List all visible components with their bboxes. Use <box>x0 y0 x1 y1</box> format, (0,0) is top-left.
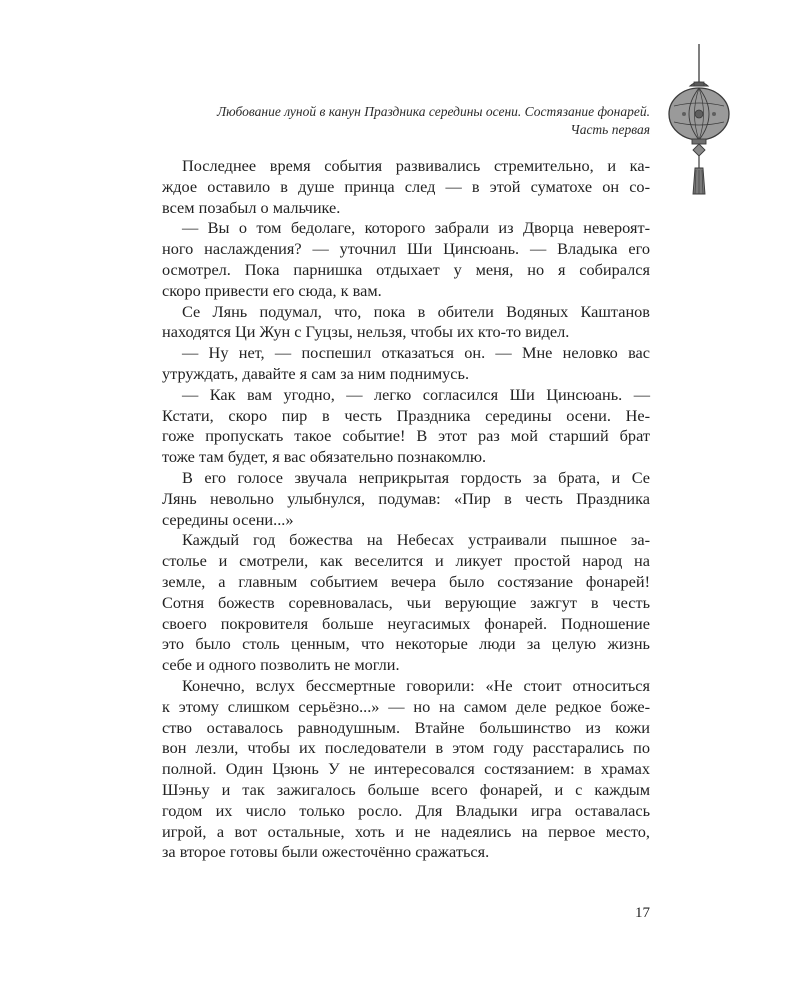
text-line: Кстати, скоро пир в честь Праздника середины осени. Не- <box>162 405 650 425</box>
text-line: Шэньу и так зажигалось больше всего фонарей, и с каждым <box>162 779 650 799</box>
text-line: Последнее время события развивались стремительно, и ка- <box>182 156 650 175</box>
text-line: себе и одного позволить не могли. <box>162 655 400 675</box>
text-line: стольe и смотрели, как веселится и ликует простой народ на <box>162 551 650 571</box>
text-line: находятся Ци Жун с Гуцзы, нельзя, чтобы их кто-то видел. <box>162 322 570 342</box>
text-line: игрой, а вот остальные, хоть и не надеялись на первое место, <box>162 821 650 841</box>
text-line: ждое оставило в душе принца след — в этой суматохе он со- <box>162 176 650 196</box>
text-line: земле, а главным событием вечера было состязание фонарей! <box>162 571 650 591</box>
text-line: тоже там будет, я вас обязательно познакомлю. <box>162 447 487 467</box>
body-text <box>162 156 650 863</box>
text-line: Сотня божеств соревновалась, чьи верующие зажгут в честь <box>162 592 650 612</box>
text-line: за второе готовы были ожесточённо сражаться. <box>162 842 490 862</box>
text-line: — Вы о том бедолаге, которого забрали из Дворца невероят- <box>182 218 650 238</box>
lantern-icon <box>664 44 734 204</box>
running-header-line: Любование луной в канун Праздника середины осени. Состязание фонарей. <box>217 104 650 119</box>
text-line: гоже пропускать такое событие! В этот раз мой старший брат <box>162 426 650 446</box>
text-line: своего покровителя больше неугасимых фонарей. Подношение <box>162 613 650 633</box>
text-line: годом их число только росло. Для Владыки игра оставалась <box>162 800 650 820</box>
text-line: Конечно, вслух бессмертные говорили: «Не стоит относиться <box>182 675 650 695</box>
text-line: Каждый год божества на Небесах устраивали пышное за- <box>182 530 650 550</box>
text-line: всем позабыл о мальчике. <box>162 197 341 217</box>
running-header <box>130 103 650 139</box>
text-line: скоро привести его сюда, к вам. <box>162 280 382 300</box>
text-line: утруждать, давайте я сам за ним поднимусь. <box>162 363 470 383</box>
text-line: середины осени...» <box>162 509 294 529</box>
page-number: 17 <box>635 905 650 921</box>
text-line: — Как вам угодно, — легко согласился Ши Цинсюань. — <box>182 384 650 404</box>
text-line: к этому слишком серьёзно...» — но на самом деле редкое боже- <box>162 696 650 716</box>
text-line: В его голосе звучала неприкрытая гордость за брата, и Се <box>182 467 650 487</box>
text-line: Се Лянь подумал, что, пока в обители Водяных Каштанов <box>182 301 650 321</box>
text-line: ного наслаждения? — уточнил Ши Цинсюань. — Владыка его <box>162 239 650 259</box>
text-line: — Ну нет, — поспешил отказаться он. — Мне неловко вас <box>182 343 650 363</box>
running-header-line: Часть первая <box>570 122 650 137</box>
text-line: вон лезли, чтобы их последователи в этом году расстарались по <box>162 738 650 758</box>
text-line: Лянь невольно улыбнулся, подумав: «Пир в честь Праздника <box>162 488 650 508</box>
text-line: это было столь ценным, что некоторые люди за целую жизнь <box>162 634 650 654</box>
text-line: полной. Один Цзюнь У не интересовался состязанием: в храмах <box>162 759 650 779</box>
text-line: ство оставалось равнодушным. Втайне большинство из кожи <box>162 717 650 737</box>
text-line: осмотрел. Пока парнишка отдыхает у меня, но я собирался <box>162 259 650 279</box>
